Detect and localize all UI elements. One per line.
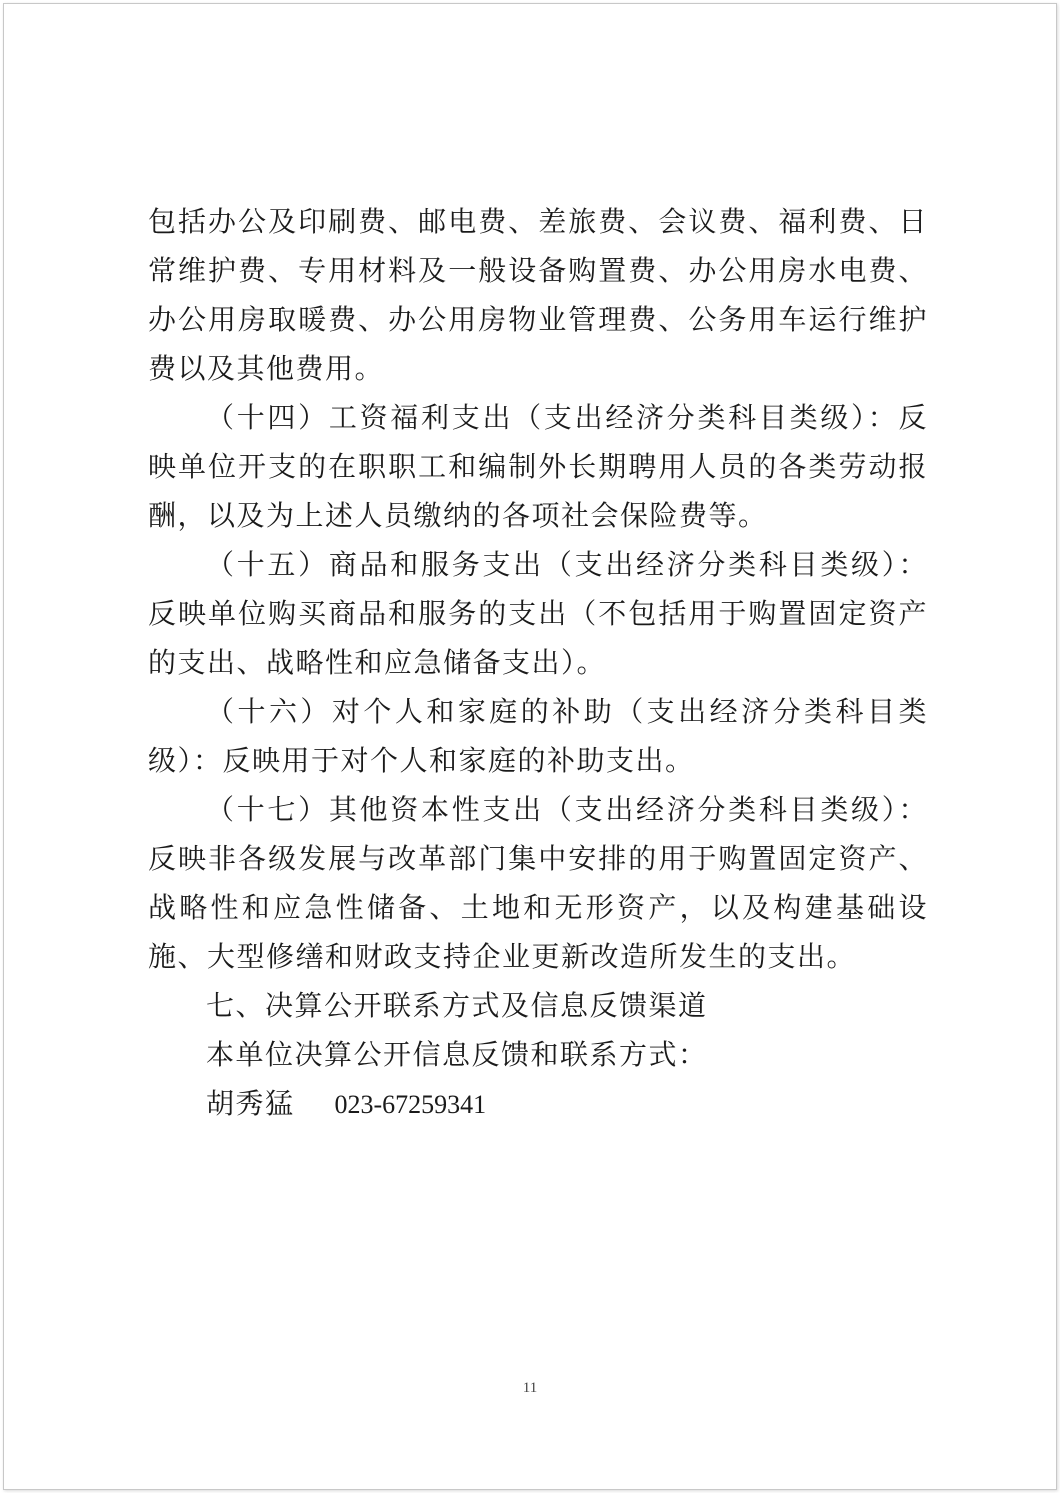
contact-phone: 023-67259341	[334, 1090, 487, 1119]
contact-name: 胡秀猛	[206, 1087, 295, 1120]
paragraph-expense-list: 包括办公及印刷费、邮电费、差旅费、会议费、福利费、日常维护费、专用材料及一般设备购置费、办公用房水电费、办公用房取暖费、办公用房物业管理费、公务用车运行维护费以及其他费用。	[148, 205, 928, 385]
section-heading-contact: 七、决算公开联系方式及信息反馈渠道	[206, 989, 708, 1022]
contact-row	[148, 1079, 928, 1129]
paragraph-goods-services: （十五）商品和服务支出（支出经济分类科目类级）：反映单位购买商品和服务的支出（不包括用于购置固定资产的支出、战略性和应急储备支出）。	[148, 548, 928, 679]
paragraph-salary-welfare: （十四）工资福利支出（支出经济分类科目类级）：反映单位开支的在职职工和编制外长期聘用人员的各类劳动报酬，以及为上述人员缴纳的各项社会保险费等。	[148, 401, 928, 532]
paragraph-contact-intro: 本单位决算公开信息反馈和联系方式：	[206, 1038, 708, 1071]
page-number: 11	[522, 1380, 538, 1396]
paragraph-household-subsidy: （十六）对个人和家庭的补助（支出经济分类科目类级）：反映用于对个人和家庭的补助支出。	[148, 695, 928, 777]
paragraph-other-capital: （十七）其他资本性支出（支出经济分类科目类级）：反映非各级发展与改革部门集中安排的用于购置固定资产、战略性和应急性储备、土地和无形资产，以及构建基础设施、大型修缮和财政支持企业更新改造所发生的支出。	[148, 793, 928, 973]
document-body	[148, 197, 928, 1129]
